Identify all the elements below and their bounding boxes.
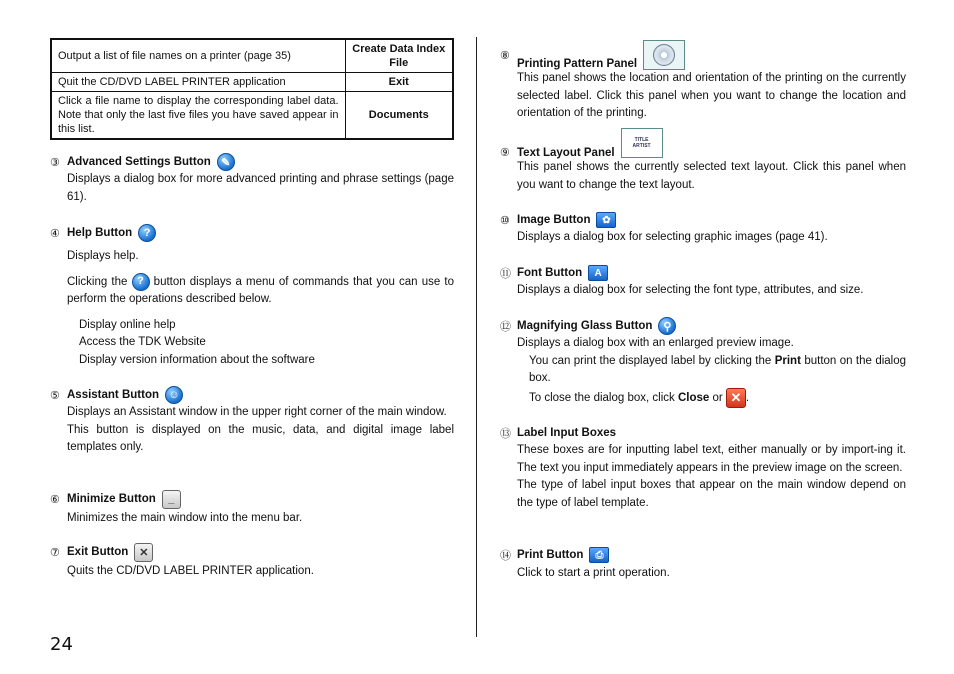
text-layout-icon: [621, 128, 663, 158]
section-body: [500, 388, 906, 408]
section-body: Displays a dialog box for selecting graphic images (page 41).: [517, 231, 828, 243]
section-number: ⑪: [500, 268, 511, 280]
section-title: Text Layout Panel: [517, 147, 615, 159]
body-text-bold: Close: [677, 391, 710, 404]
section-title: Magnifying Glass Button: [517, 320, 653, 332]
section-assistant: [50, 386, 454, 457]
list-item: Display version information about the software: [79, 353, 315, 366]
section-title: Image Button: [517, 214, 591, 226]
body-text: You can print the displayed label by clicking the: [529, 354, 772, 367]
section-body: Displays a dialog box with an enlarged preview image.: [517, 337, 794, 349]
body-text: Clicking the: [67, 275, 128, 288]
table-row: [51, 73, 453, 92]
table-cell-name: Create Data Index File: [345, 39, 453, 73]
page-number: 24: [50, 634, 73, 655]
section-magnifying-glass: [500, 317, 906, 408]
section-number: ⑫: [500, 321, 511, 333]
section-title: Print Button: [517, 549, 584, 561]
help-icon: ?: [132, 273, 150, 291]
section-exit: [50, 541, 454, 581]
section-minimize: [50, 488, 454, 528]
section-title: Advanced Settings Button: [67, 156, 211, 168]
section-help: [50, 224, 454, 369]
section-text-layout: [500, 127, 906, 194]
section-number: ④: [50, 227, 60, 240]
disc-graphic: [653, 44, 675, 66]
minimize-icon: _: [162, 490, 181, 509]
section-number: ⑩: [500, 214, 510, 227]
wrench-icon: ✎: [217, 153, 235, 171]
section-number: ⑥: [50, 493, 60, 506]
list-item: Access the TDK Website: [79, 336, 206, 349]
section-advanced-settings: [50, 153, 454, 206]
help-commands-list: [50, 317, 454, 370]
section-body: [50, 273, 454, 309]
table-cell-name: Exit: [345, 73, 453, 92]
section-body: This panel shows the location and orientation of the printing on the currently selected label. Click this panel when you want to change the location and orientation of the printing.: [517, 72, 906, 119]
section-number: ⑧: [500, 49, 510, 62]
section-body: Displays a dialog box for more advanced printing and phrase settings (page 61).: [67, 173, 454, 203]
section-printing-pattern: [500, 40, 906, 123]
section-title: Font Button: [517, 267, 583, 279]
body-text: button on the dialog box.: [529, 354, 907, 384]
section-number: ⑭: [500, 550, 511, 562]
section-title: Minimize Button: [67, 493, 156, 505]
section-number: ⑨: [500, 147, 510, 159]
printing-pattern-icon: [643, 40, 685, 70]
exit-icon: ✕: [134, 543, 153, 562]
panel-label: ARTIST: [632, 143, 651, 149]
table-row: [51, 39, 453, 73]
section-image: [500, 211, 906, 247]
table-cell-desc: Output a list of file names on a printer (page 35): [51, 39, 345, 73]
close-icon: ✕: [726, 388, 746, 408]
section-label-input: [500, 424, 906, 512]
assistant-icon: ☺: [165, 386, 183, 404]
section-number: ③: [50, 156, 60, 169]
section-number: ⑦: [50, 546, 60, 559]
section-number: ⑬: [500, 428, 511, 440]
body-text-bold: Print: [774, 354, 801, 367]
column-divider: [476, 37, 477, 637]
body-text: or: [712, 391, 723, 404]
font-icon: A: [588, 265, 608, 281]
table-cell-name: Documents: [345, 92, 453, 140]
section-body: This panel shows the currently selected text layout. Click this panel when you want to change the text layout.: [517, 161, 906, 191]
section-title: Label Input Boxes: [517, 427, 617, 439]
magnifier-icon: ⚲: [658, 317, 676, 335]
section-body: [500, 353, 906, 388]
section-body: Displays help.: [67, 250, 139, 262]
section-body: This button is displayed on the music, data, and digital image label templates only.: [67, 423, 454, 453]
table-row: [51, 92, 453, 140]
section-body: Displays a dialog box for selecting the font type, attributes, and size.: [517, 284, 864, 296]
section-font: [500, 264, 906, 300]
section-print: [500, 545, 906, 583]
section-body: The type of label input boxes that appear on the main window depend on the type of label template.: [517, 479, 906, 509]
section-body: Click to start a print operation.: [517, 567, 670, 579]
body-text: To close the dialog box, click: [529, 391, 675, 404]
print-icon: ⎙: [589, 547, 609, 563]
section-body: These boxes are for inputting label text, either manually or by import-ing it. The text you input immediately appears in the preview image on the screen.: [517, 444, 906, 474]
section-body: Displays an Assistant window in the upper right corner of the main window.: [67, 406, 447, 418]
menu-table: [50, 38, 454, 140]
section-body: Quits the CD/DVD LABEL PRINTER application.: [67, 565, 314, 577]
image-icon: ✿: [596, 212, 616, 228]
panel-label: TITLE: [634, 137, 649, 143]
section-title: Assistant Button: [67, 389, 159, 401]
section-title: Exit Button: [67, 546, 129, 558]
body-text: button displays a menu of commands that you can use to perform the operations described below.: [67, 275, 454, 306]
help-icon: ?: [138, 224, 156, 242]
section-title: Help Button: [67, 227, 133, 239]
body-text: .: [745, 391, 750, 404]
table-cell-desc: Quit the CD/DVD LABEL PRINTER application: [51, 73, 345, 92]
section-body: Minimizes the main window into the menu bar.: [67, 512, 303, 524]
section-title: Printing Pattern Panel: [517, 58, 638, 70]
list-item: Display online help: [79, 318, 176, 331]
table-cell-desc: Click a file name to display the corresponding label data. Note that only the last five files you have saved appear in this list.: [51, 92, 345, 140]
section-number: ⑤: [50, 389, 60, 402]
